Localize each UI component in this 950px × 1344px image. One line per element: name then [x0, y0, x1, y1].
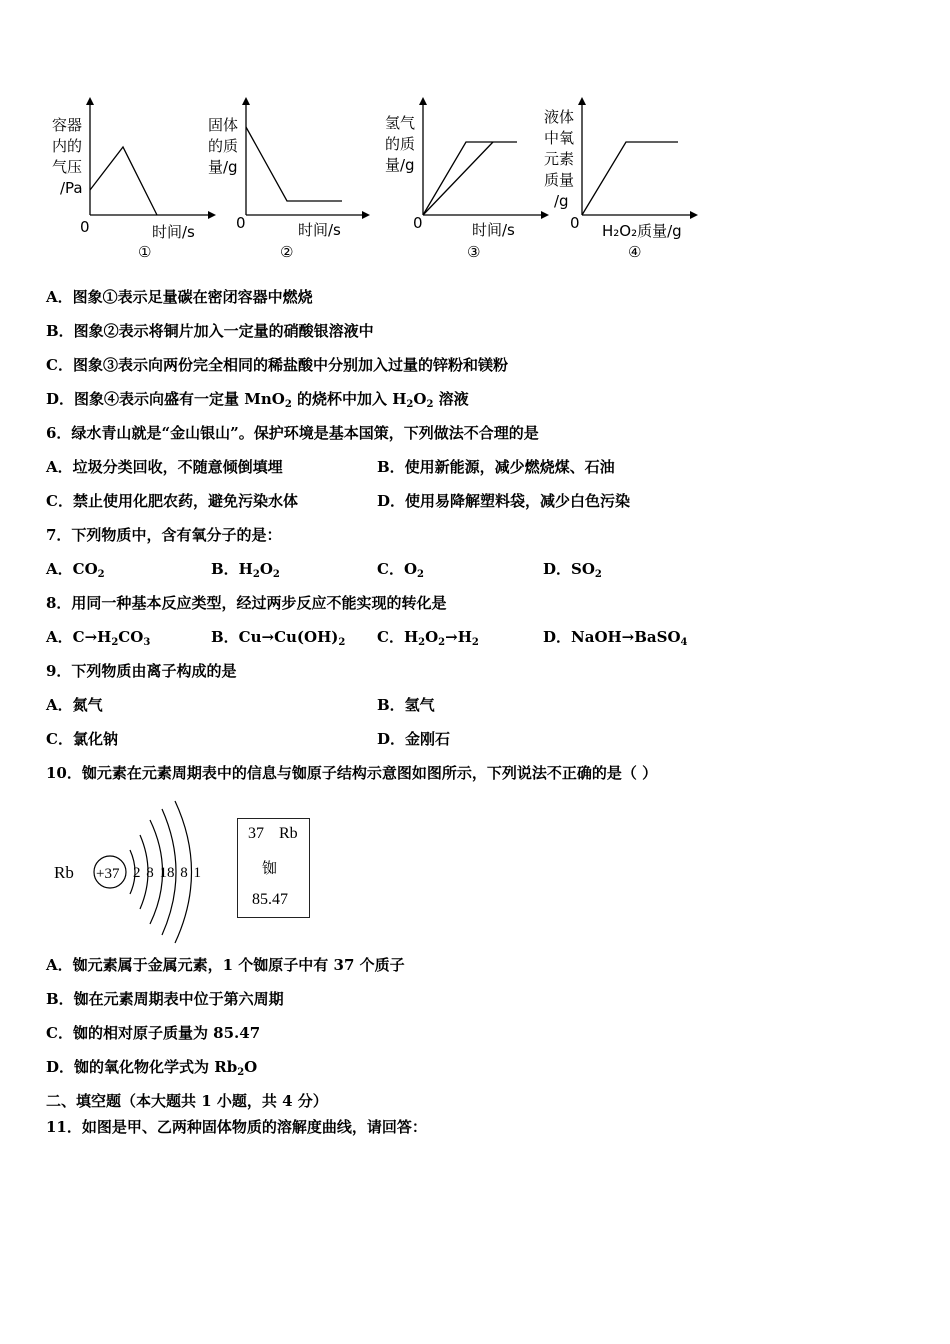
- graphs-row: [40, 95, 720, 270]
- element-symbol: Rb: [279, 825, 298, 842]
- q9-option-d: D．金刚石: [377, 730, 451, 748]
- q10-option-b: B．铷在元素周期表中位于第六周期: [46, 990, 284, 1008]
- q9-option-c: C．氯化钠: [46, 730, 118, 748]
- ylabel-line: 的质: [385, 135, 416, 153]
- xlabel: 时间/s: [298, 221, 341, 239]
- q6-option-b: B．使用新能源，减少燃烧煤、石油: [377, 458, 615, 476]
- atomic-number: 37: [248, 825, 264, 842]
- graph-4: [540, 95, 720, 270]
- graph-caption: ③: [467, 243, 481, 261]
- subscript: 2: [338, 637, 346, 648]
- ylabel-line: /Pa: [60, 179, 83, 197]
- subscript: 2: [272, 569, 280, 580]
- q7-option-b: [211, 558, 280, 580]
- ylabel-line: 量/g: [385, 156, 415, 174]
- graph-1: [40, 95, 215, 270]
- graph-3: [385, 95, 560, 270]
- q10-option-a: A．铷元素属于金属元素，1 个铷原子中有 37 个质子: [46, 956, 405, 974]
- curve-3a: [423, 142, 517, 215]
- subscript: 2: [471, 637, 479, 648]
- graph-caption: ④: [628, 243, 642, 261]
- q5-option-d: [46, 388, 469, 410]
- text: D．铷的氧化物化学式为 Rb: [46, 1058, 238, 1076]
- q6-option-d: D．使用易降解塑料袋，减少白色污染: [377, 492, 631, 510]
- shell-electrons: 2 8 18 8 1: [133, 865, 201, 881]
- element-name: 铷: [262, 859, 278, 877]
- graph-caption: ①: [138, 243, 152, 261]
- xlabel: 时间/s: [152, 223, 195, 241]
- text: D．SO: [543, 560, 595, 578]
- subscript: 4: [680, 637, 688, 648]
- ylabel-line: 量/g: [208, 158, 238, 176]
- q9-stem: 9．下列物质由离子构成的是: [46, 662, 237, 680]
- q7-option-c: [377, 558, 424, 580]
- subscript: 2: [406, 399, 414, 410]
- nucleus-charge: +37: [96, 866, 120, 882]
- subscript: 3: [143, 637, 151, 648]
- q9-option-b: B．氢气: [377, 696, 435, 714]
- text: 的烧杯中加入 H: [291, 390, 407, 408]
- q6-option-c: C．禁止使用化肥农药，避免污染水体: [46, 492, 298, 510]
- q6-stem: 6．绿水青山就是“金山银山”。保护环境是基本国策，下列做法不合理的是: [46, 424, 539, 442]
- ylabel-line: 固体: [208, 116, 239, 134]
- text: D．图象④表示向盛有一定量 MnO: [46, 390, 285, 408]
- element-card: [237, 818, 310, 918]
- q10-option-d: [46, 1056, 257, 1078]
- section-heading: 二、填空题（本大题共 1 小题，共 4 分）: [46, 1092, 328, 1110]
- ylabel-line: 容器: [52, 116, 83, 134]
- q5-option-b: B．图象②表示将铜片加入一定量的硝酸银溶液中: [46, 322, 374, 340]
- subscript: 2: [417, 569, 424, 580]
- q5-option-a: A．图象①表示足量碳在密闭容器中燃烧: [46, 288, 313, 306]
- ylabel-line: 中氧: [544, 129, 575, 147]
- xlabel: H₂O₂质量/g: [602, 222, 682, 240]
- text: A．C→H: [46, 628, 112, 646]
- subscript: 2: [237, 1067, 245, 1078]
- q5-option-c: C．图象③表示向两份完全相同的稀盐酸中分别加入过量的锌粉和镁粉: [46, 356, 508, 374]
- xlabel: 时间/s: [472, 221, 515, 239]
- q6-option-a: A．垃圾分类回收，不随意倾倒填埋: [46, 458, 283, 476]
- q10-option-c: C．铷的相对原子质量为 85.47: [46, 1024, 261, 1042]
- q10-stem: 10．铷元素在元素周期表中的信息与铷原子结构示意图如图所示，下列说法不正确的是（ ）: [46, 764, 658, 782]
- text: 溶液: [433, 390, 469, 408]
- subscript: 2: [111, 637, 119, 648]
- q8-stem: 8．用同一种基本反应类型，经过两步反应不能实现的转化是: [46, 594, 447, 612]
- q8-option-b: [211, 626, 345, 648]
- atomic-mass: 85.47: [252, 891, 288, 908]
- ylabel-line: /g: [554, 192, 569, 210]
- ylabel-line: 质量: [544, 171, 575, 189]
- text: O: [244, 1058, 258, 1076]
- curve-2: [246, 127, 342, 201]
- subscript: 2: [418, 637, 426, 648]
- text: B．H: [211, 560, 253, 578]
- text: B．Cu→Cu(OH): [211, 628, 339, 646]
- origin-label: 0: [236, 214, 246, 232]
- ylabel-line: 元素: [544, 150, 575, 168]
- curve-3b: [423, 142, 493, 215]
- text: A．CO: [46, 560, 98, 578]
- subscript: 2: [284, 399, 292, 410]
- ylabel-line: 气压: [52, 158, 83, 176]
- subscript: 2: [97, 569, 105, 580]
- origin-label: 0: [570, 214, 580, 232]
- origin-label: 0: [413, 214, 423, 232]
- text: CO: [118, 628, 144, 646]
- q8-option-a: [46, 626, 150, 648]
- graph-2: [200, 95, 375, 270]
- graph-caption: ②: [280, 243, 294, 261]
- origin-label: 0: [80, 218, 90, 236]
- text: C．O: [377, 560, 418, 578]
- text: O: [425, 628, 439, 646]
- text: →H: [445, 628, 472, 646]
- ylabel-line: 内的: [52, 137, 83, 155]
- q11-stem: 11．如图是甲、乙两种固体物质的溶解度曲线，请回答：: [46, 1118, 427, 1136]
- subscript: 2: [426, 399, 434, 410]
- ylabel-line: 的质: [208, 137, 239, 155]
- q7-option-d: [543, 558, 602, 580]
- subscript: 2: [594, 569, 602, 580]
- curve-1: [90, 147, 157, 215]
- q9-option-a: A．氮气: [46, 696, 103, 714]
- curve-4: [582, 142, 678, 215]
- q7-stem: 7．下列物质中，含有氧分子的是：: [46, 526, 282, 544]
- q8-option-c: [377, 626, 479, 648]
- text: D．NaOH→BaSO: [543, 628, 681, 646]
- ylabel-line: 氢气: [385, 114, 416, 132]
- text: C．H: [377, 628, 419, 646]
- text: O: [413, 390, 427, 408]
- ylabel-line: 液体: [544, 108, 575, 126]
- text: O: [259, 560, 273, 578]
- q7-option-a: [46, 558, 105, 580]
- atom-symbol: Rb: [54, 863, 74, 882]
- subscript: 2: [252, 569, 260, 580]
- q8-option-d: [543, 626, 688, 648]
- subscript: 2: [438, 637, 446, 648]
